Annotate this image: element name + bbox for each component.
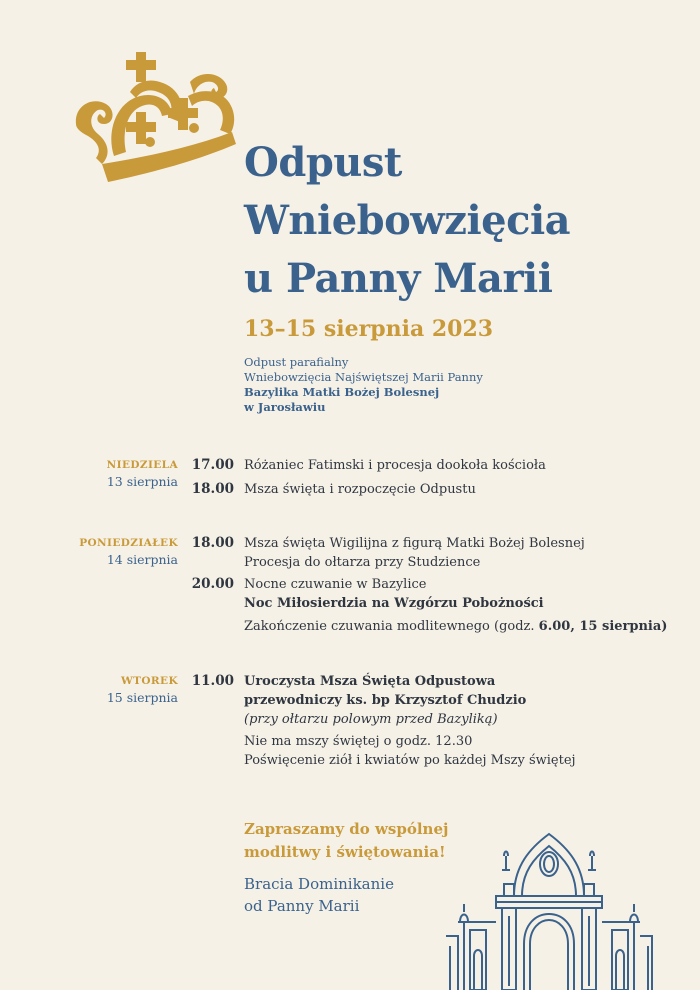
title-line-2: Wniebowzięcia (244, 197, 571, 244)
title-line-1: Odpust (244, 139, 402, 186)
event-text-prefix: Zakończenie czuwania modlitewnego (godz. (244, 619, 539, 634)
event-line-bold: Uroczysta Msza Święta Odpustowa (244, 674, 496, 689)
event-line-italic: (przy ołtarzu polowym przed Bazyliką) (244, 712, 498, 727)
invitation-line-1: Zapraszamy do wspólnej (244, 820, 449, 838)
day-name: PONIEDZIAŁEK (79, 537, 178, 549)
event-line-bold: przewodniczy ks. bp Krzysztof Chudzio (244, 693, 527, 708)
event-line-italic: Poświęcenie ziół i kwiatów po każdej Mszy świętej (244, 753, 576, 768)
event-text (244, 534, 585, 572)
day-label-monday (79, 537, 178, 567)
subtitle-basilica: Bazylika Matki Bożej Bolesnej (244, 385, 440, 399)
event-time: 17.00 (191, 457, 234, 473)
invitation-line-2: modlitwy i świętowania! (244, 843, 446, 861)
event-time: 18.00 (191, 535, 234, 551)
day-date: 15 sierpnia (106, 690, 178, 705)
event-line: Msza święta Wigilijna z figurą Matki Bożej Bolesnej (244, 536, 585, 551)
signature-line-2: od Panny Marii (244, 897, 360, 915)
event-time: 18.00 (191, 481, 234, 497)
event-text (244, 575, 544, 613)
event-text: Msza święta i rozpoczęcie Odpustu (244, 482, 476, 497)
signature (244, 873, 394, 917)
page-title (244, 134, 570, 308)
day-label-tuesday (107, 675, 178, 705)
day-date: 13 sierpnia (106, 474, 178, 489)
crown-icon (70, 52, 238, 200)
event-text (244, 617, 667, 636)
event-time: 11.00 (191, 673, 234, 689)
event-note (244, 732, 576, 770)
signature-line-1: Bracia Dominikanie (244, 875, 394, 893)
title-line-3: u Panny Marii (244, 255, 553, 302)
event-dates: 13–15 sierpnia 2023 (244, 316, 494, 342)
event-line: Procesja do ołtarza przy Studzience (244, 555, 481, 570)
event-text (244, 672, 526, 729)
event-text-bold: 6.00, 15 sierpnia) (538, 619, 668, 634)
subtitle-line-2: Wniebowzięcia Najświętszej Marii Panny (244, 370, 483, 384)
day-name: WTOREK (120, 675, 178, 687)
day-date: 14 sierpnia (106, 552, 178, 567)
invitation (244, 818, 448, 864)
subtitle-line-1: Odpust parafialny (244, 355, 349, 369)
event-text: Różaniec Fatimski i procesja dookoła kościoła (244, 458, 546, 473)
day-name: NIEDZIELA (106, 459, 178, 471)
event-line-italic: Nie ma mszy świętej o godz. 12.30 (244, 734, 473, 749)
day-label-sunday (107, 459, 178, 489)
basilica-gate-icon (444, 826, 654, 990)
subtitle-town: w Jarosławiu (244, 400, 326, 414)
event-line: Nocne czuwanie w Bazylice (244, 577, 427, 592)
event-line-bold: Noc Miłosierdzia na Wzgórzu Pobożności (244, 596, 544, 611)
subtitle-block (244, 355, 483, 415)
event-time: 20.00 (191, 576, 234, 592)
